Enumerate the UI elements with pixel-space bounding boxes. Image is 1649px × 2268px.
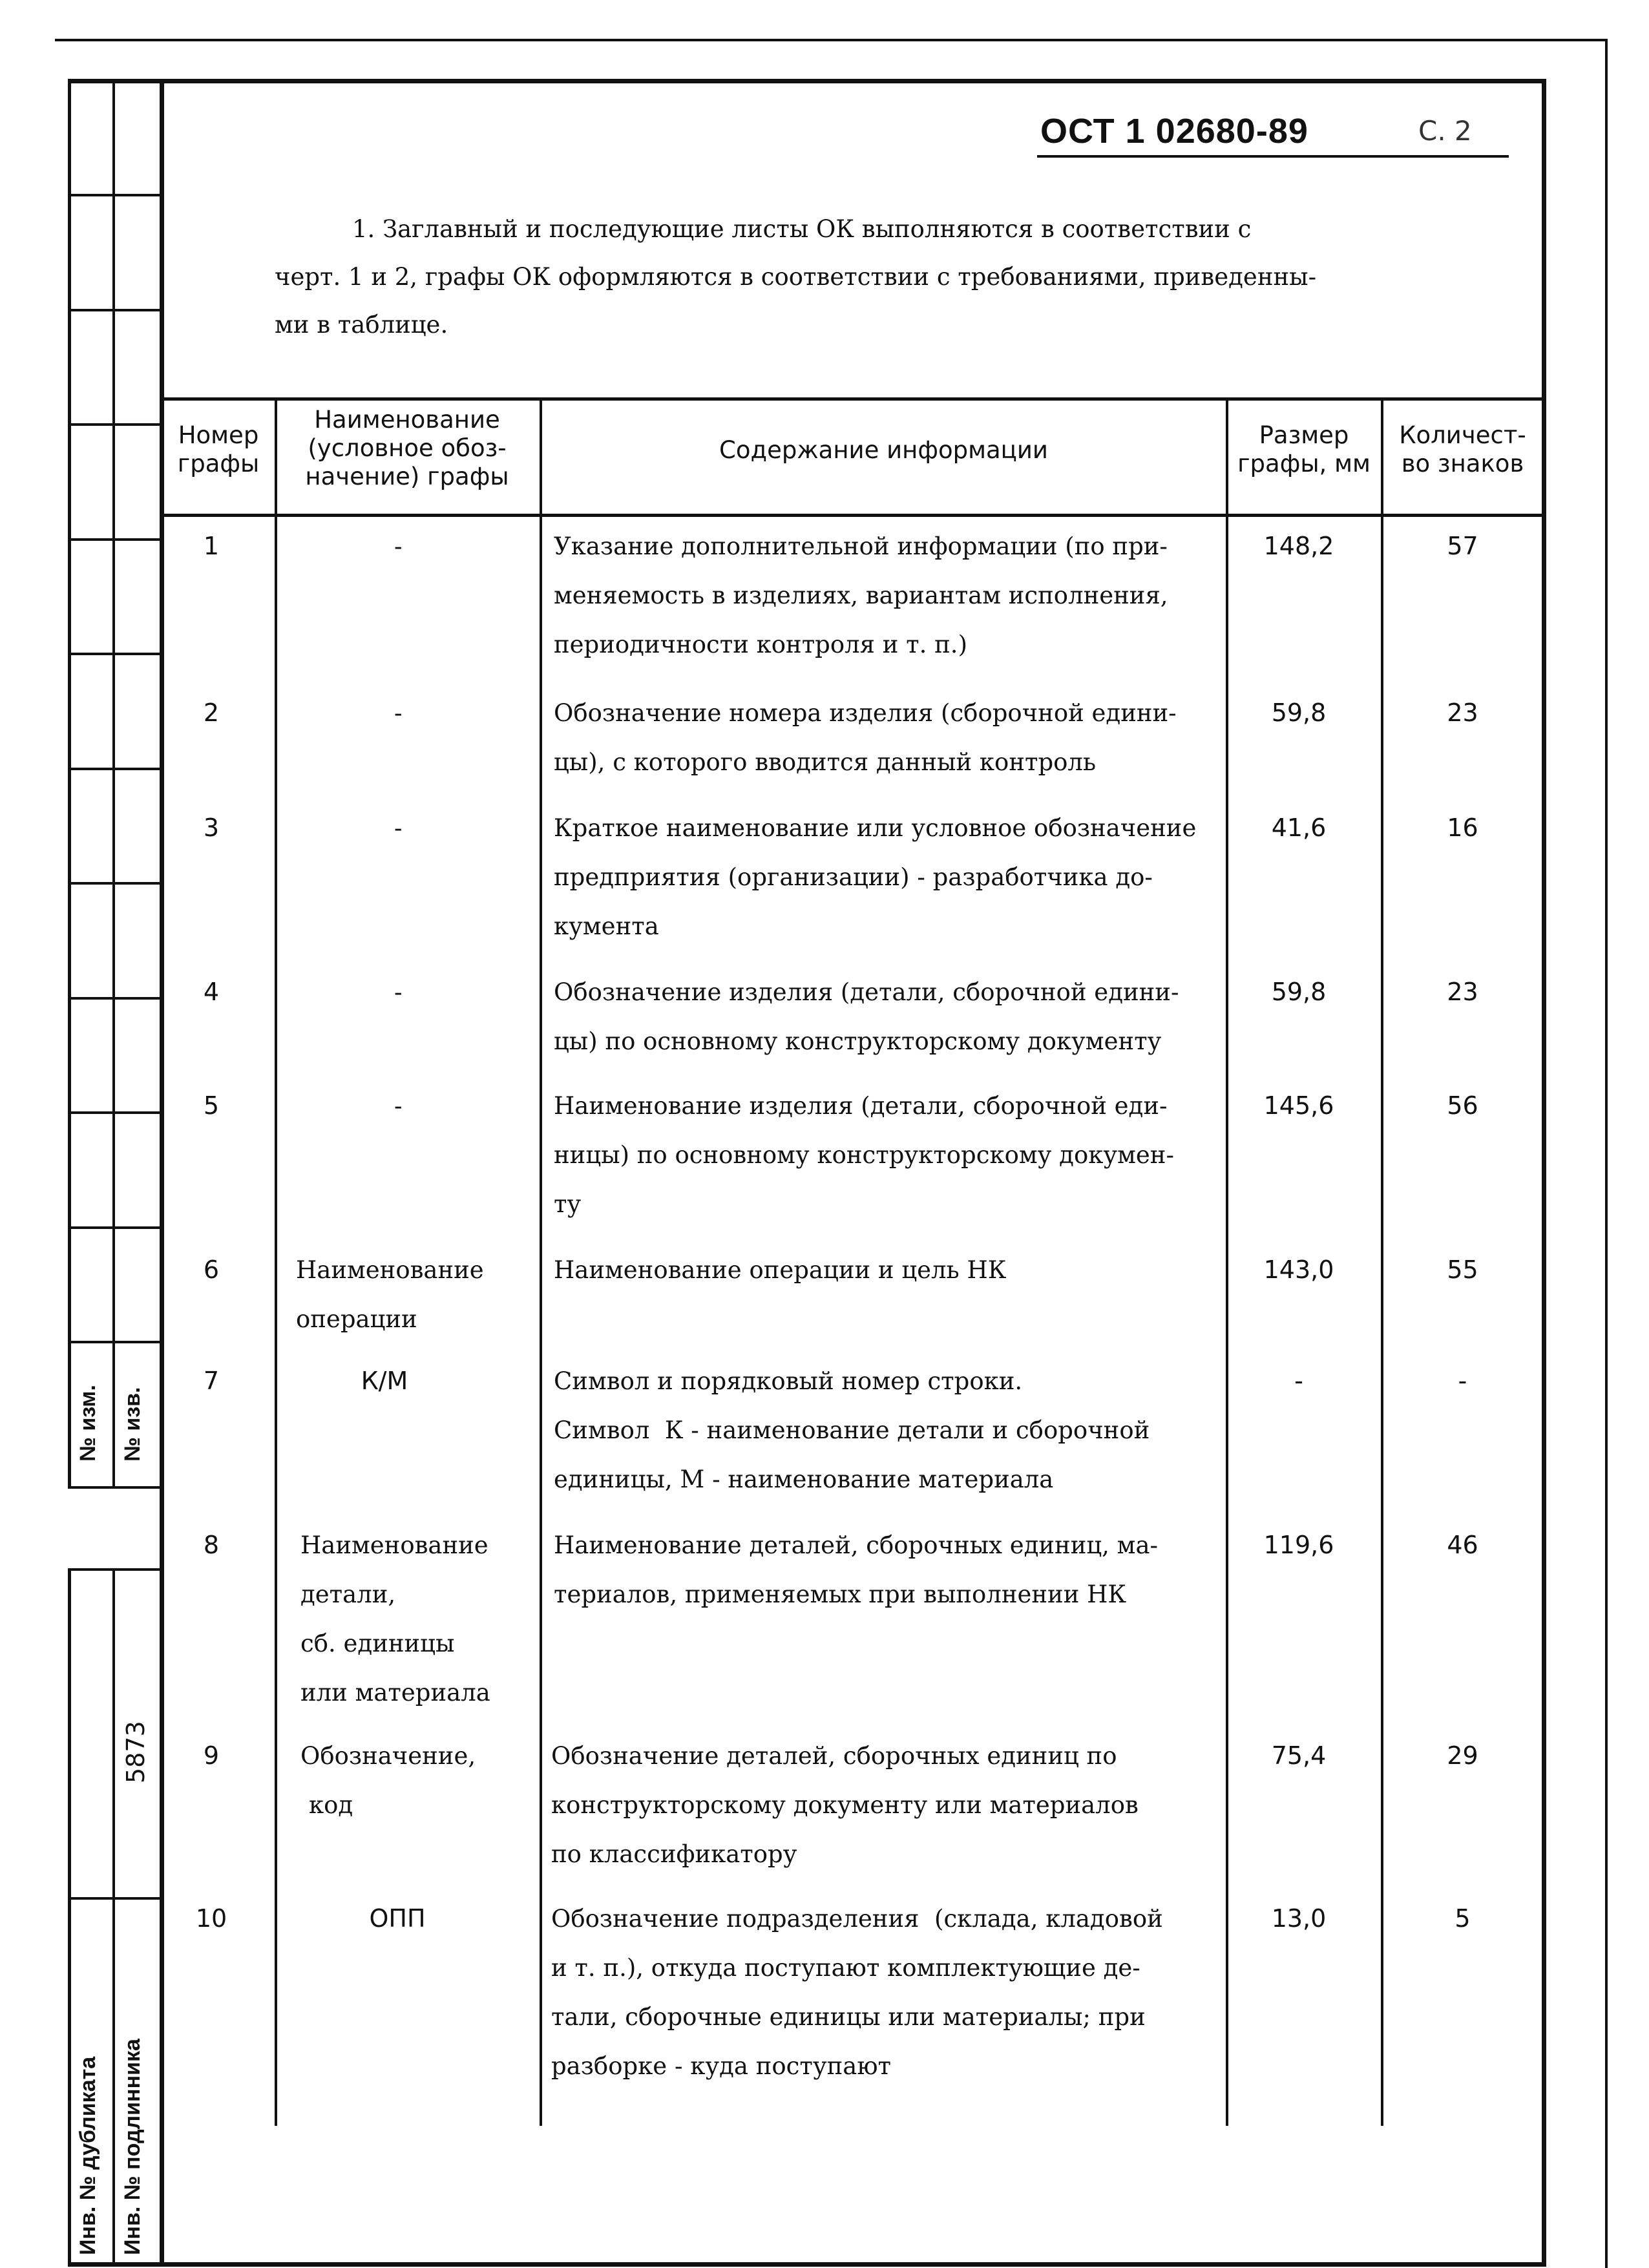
row-2-name: - [394, 699, 403, 727]
header-count-line: во знаков [1401, 450, 1524, 478]
stamp-divider [68, 768, 160, 770]
row-6-number: 6 [203, 1255, 220, 1284]
row-2-size: 59,8 [1271, 698, 1327, 727]
row-10-content-line: тали, сборочные единицы или материалы; при [551, 2003, 1146, 2031]
row-8-content-line: териалов, применяемых при выполнении НК [554, 1580, 1127, 1608]
row-10-size: 13,0 [1271, 1904, 1327, 1933]
row-8-size: 119,6 [1263, 1531, 1334, 1559]
row-1-size: 148,2 [1263, 532, 1334, 560]
row-1-name: - [394, 532, 403, 560]
frame-left [160, 79, 164, 2267]
intro-line-3: ми в таблице. [275, 311, 448, 339]
row-9-number: 9 [203, 1741, 220, 1770]
row-3-content-line: кумента [554, 912, 659, 940]
header-count [1383, 421, 1542, 478]
row-2-content-line: цы), с которого вводится данный контроль [554, 748, 1097, 776]
row-6-name-line: операции [296, 1305, 417, 1333]
notice-no-label: № изв. [120, 1387, 145, 1462]
stamp-divider [68, 423, 160, 426]
row-6-content-line: Наименование операции и цель НК [554, 1256, 1007, 1284]
header-content: Содержание информации [719, 436, 1048, 464]
row-10-content-line: Обозначение подразделения (склада, кладовой [551, 1905, 1163, 1933]
header-name-line: начение) графы [305, 463, 509, 490]
col-divider-1 [275, 399, 277, 2126]
stamp-divider [68, 1226, 160, 1229]
row-6-name-line: Наименование [296, 1256, 484, 1284]
row-6-size: 143,0 [1263, 1255, 1334, 1284]
original-inventory-value: 5873 [121, 1721, 150, 1783]
row-9-name-line: Обозначение, [300, 1742, 476, 1770]
row-4-content-line: Обозначение изделия (детали, сборочной едини- [554, 978, 1179, 1006]
row-5-number: 5 [203, 1091, 220, 1120]
table-header-bottom-line [162, 514, 1544, 517]
row-3-count: 16 [1447, 814, 1478, 842]
header-size [1228, 421, 1380, 478]
row-10-content-line: и т. п.), откуда поступают комплектующие де- [551, 1954, 1140, 1982]
stamp-break-top [68, 1486, 160, 1489]
row-9-content-line: по классификатору [551, 1840, 797, 1868]
stamp-divider [68, 882, 160, 885]
row-8-number: 8 [203, 1531, 220, 1559]
row-4-count: 23 [1447, 978, 1478, 1006]
row-5-content-line: Наименование изделия (детали, сборочной еди- [554, 1092, 1168, 1120]
row-2-number: 2 [203, 698, 220, 727]
row-7-count: - [1458, 1367, 1467, 1395]
header-number-line: графы [177, 450, 260, 478]
right-edge-line [1605, 39, 1608, 2268]
stamp-divider [68, 653, 160, 655]
row-8-name-line: детали, [300, 1580, 396, 1608]
duplicate-inventory-label: Инв. № дубликата [76, 2056, 100, 2255]
row-10-number: 10 [195, 1904, 227, 1933]
frame-bottom [68, 2262, 1546, 2267]
row-8-name-line: или материала [300, 1679, 490, 1706]
row-3-name: - [394, 814, 403, 842]
header-count-line: Количест- [1399, 421, 1526, 449]
row-10-count: 5 [1455, 1904, 1471, 1933]
row-1-content-line: периодичности контроля и т. п.) [554, 631, 968, 658]
stamp-divider [68, 1897, 160, 1900]
header-number-line: Номер [178, 421, 259, 449]
row-4-name: - [394, 978, 403, 1006]
row-1-number: 1 [203, 532, 220, 560]
row-10-content-line: разборке - куда поступают [551, 2052, 892, 2080]
page-number: С. 2 [1418, 115, 1472, 147]
row-5-content-line: ницы) по основному конструкторскому докумен- [554, 1141, 1174, 1169]
row-2-count: 23 [1447, 698, 1478, 727]
frame-right [1542, 79, 1546, 2267]
stamp-divider [68, 538, 160, 541]
stamp-mid-line-lower [112, 1568, 115, 2267]
row-4-size: 59,8 [1271, 978, 1327, 1006]
stamp-left-line [68, 79, 71, 1487]
intro-line-2: черт. 1 и 2, графы ОК оформляются в соответствии с требованиями, приведенны- [275, 263, 1317, 291]
stamp-left-line-lower [68, 1568, 71, 2267]
row-8-name-line: сб. единицы [300, 1630, 455, 1657]
row-5-name: - [394, 1092, 403, 1120]
header-name-line: Наименование [314, 406, 500, 434]
row-9-count: 29 [1447, 1741, 1478, 1770]
row-1-content-line: Указание дополнительной информации (по при- [554, 532, 1168, 560]
header-underline [1037, 155, 1509, 158]
row-9-name-line: код [309, 1791, 353, 1819]
row-5-size: 145,6 [1263, 1091, 1334, 1120]
row-8-name-line: Наименование [300, 1531, 488, 1559]
row-9-content-line: Обозначение деталей, сборочных единиц по [551, 1742, 1117, 1770]
document-code: ОСТ 1 02680-89 [1040, 112, 1308, 151]
header-number [163, 421, 274, 478]
header-size-line: Размер [1259, 421, 1349, 449]
header-name-line: (условное обоз- [308, 434, 507, 462]
table-top-line [162, 397, 1544, 401]
row-3-content-line: предприятия (организации) - разработчика до- [554, 863, 1153, 891]
row-4-number: 4 [203, 978, 220, 1006]
row-5-content-line: ту [554, 1190, 582, 1218]
stamp-divider [68, 194, 160, 196]
stamp-mid-line [112, 79, 115, 1487]
row-4-content-line: цы) по основному конструкторскому документу [554, 1027, 1162, 1055]
row-5-count: 56 [1447, 1091, 1478, 1120]
header-name [278, 406, 536, 491]
row-2-content-line: Обозначение номера изделия (сборочной едини- [554, 699, 1177, 727]
top-edge-line [55, 39, 1606, 41]
row-7-content-line: Символ и порядковый номер строки. [554, 1367, 1023, 1395]
row-9-size: 75,4 [1271, 1741, 1327, 1770]
row-7-content-line: единицы, М - наименование материала [554, 1465, 1054, 1493]
row-7-number: 7 [203, 1367, 220, 1395]
row-8-count: 46 [1447, 1531, 1478, 1559]
row-10-name: ОПП [369, 1904, 426, 1933]
col-divider-2 [540, 399, 542, 2126]
stamp-divider [68, 309, 160, 311]
header-size-line: графы, мм [1237, 450, 1371, 478]
original-inventory-label: Инв. № подлинника [120, 2039, 145, 2255]
stamp-divider [68, 1111, 160, 1114]
row-9-content-line: конструкторскому документу или материалов [551, 1791, 1139, 1819]
stamp-divider [68, 997, 160, 1000]
row-3-size: 41,6 [1271, 814, 1327, 842]
row-1-count: 57 [1447, 532, 1478, 560]
row-7-name: К/М [361, 1367, 408, 1395]
stamp-divider [68, 1341, 160, 1343]
row-7-content-line: Символ К - наименование детали и сборочной [554, 1416, 1150, 1444]
row-3-content-line: Краткое наименование или условное обозначение [554, 814, 1197, 842]
stamp-break-bottom [68, 1568, 160, 1571]
row-3-number: 3 [203, 814, 220, 842]
row-8-content-line: Наименование деталей, сборочных единиц, ма- [554, 1531, 1159, 1559]
rev-no-label: № изм. [76, 1385, 100, 1462]
row-7-size: - [1294, 1367, 1303, 1395]
row-6-count: 55 [1447, 1255, 1478, 1284]
frame-top [68, 79, 1546, 83]
intro-line-1: 1. Заглавный и последующие листы ОК выполняются в соответствии с [352, 215, 1252, 243]
row-1-content-line: меняемость в изделиях, вариантам исполнения, [554, 582, 1168, 609]
